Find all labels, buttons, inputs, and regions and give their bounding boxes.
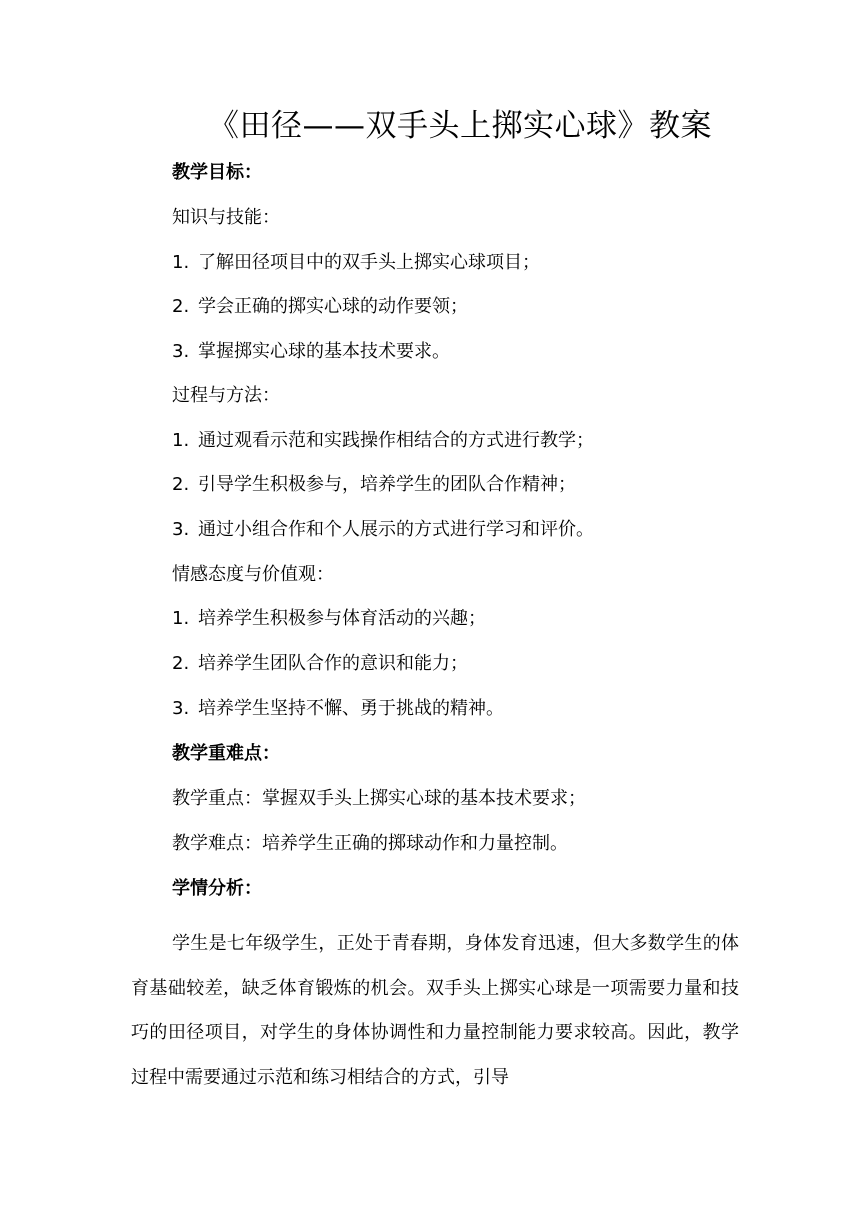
list-item-number: 1.: [172, 430, 190, 451]
key-points-heading: 教学重难点：: [172, 743, 280, 764]
list-item-number: 2.: [172, 653, 190, 674]
list-item-text: 通过观看示范和实践操作相结合的方式进行教学；: [198, 430, 594, 451]
list-item-text: 学会正确的掷实心球的动作要领；: [198, 296, 468, 317]
list-item-text: 通过小组合作和个人展示的方式进行学习和评价。: [198, 519, 594, 540]
list-item: [172, 651, 468, 677]
list-item: [172, 250, 540, 276]
list-item-text: 培养学生团队合作的意识和能力；: [198, 653, 468, 674]
student-analysis-heading: 学情分析：: [172, 878, 262, 899]
process-methods-label: 过程与方法：: [172, 385, 280, 406]
list-item-number: 3.: [172, 519, 190, 540]
list-item-text: 培养学生积极参与体育活动的兴趣；: [198, 608, 486, 629]
list-item-number: 1.: [172, 252, 190, 273]
list-item: [172, 294, 468, 320]
list-item: [172, 517, 594, 543]
teaching-difficulty: 教学难点：培养学生正确的掷球动作和力量控制。: [172, 833, 568, 854]
list-item: [172, 339, 450, 365]
document-title: 《田径——双手头上掷实心球》教案: [208, 108, 712, 144]
list-item-text: 培养学生坚持不懈、勇于挑战的精神。: [198, 698, 504, 719]
list-item-number: 2.: [172, 296, 190, 317]
teaching-focus: 教学重点：掌握双手头上掷实心球的基本技术要求；: [172, 788, 586, 809]
list-item-number: 3.: [172, 341, 190, 362]
list-item-text: 掌握掷实心球的基本技术要求。: [198, 341, 450, 362]
knowledge-skills-label: 知识与技能：: [172, 207, 280, 228]
list-item: [172, 606, 486, 632]
list-item-text: 引导学生积极参与，培养学生的团队合作精神；: [198, 474, 576, 495]
list-item: [172, 428, 594, 454]
emotion-values-label: 情感态度与价值观：: [172, 564, 334, 585]
teaching-objectives-heading: 教学目标：: [172, 162, 262, 183]
list-item-number: 2.: [172, 474, 190, 495]
list-item-text: 了解田径项目中的双手头上掷实心球项目；: [198, 252, 540, 273]
list-item-number: 1.: [172, 608, 190, 629]
list-item: [172, 696, 504, 722]
student-analysis-paragraph: 学生是七年级学生，正处于青春期，身体发育迅速，但大多数学生的体育基础较差，缺乏体育锻炼的机会。双手头上掷实心球是一项需要力量和技巧的田径项目，对学生的身体协调性和力量控制能力要求较高。因此，教学过程中需要通过示范和练习相结合的方式，引导: [131, 933, 739, 1088]
list-item: [172, 472, 576, 498]
list-item-number: 3.: [172, 698, 190, 719]
